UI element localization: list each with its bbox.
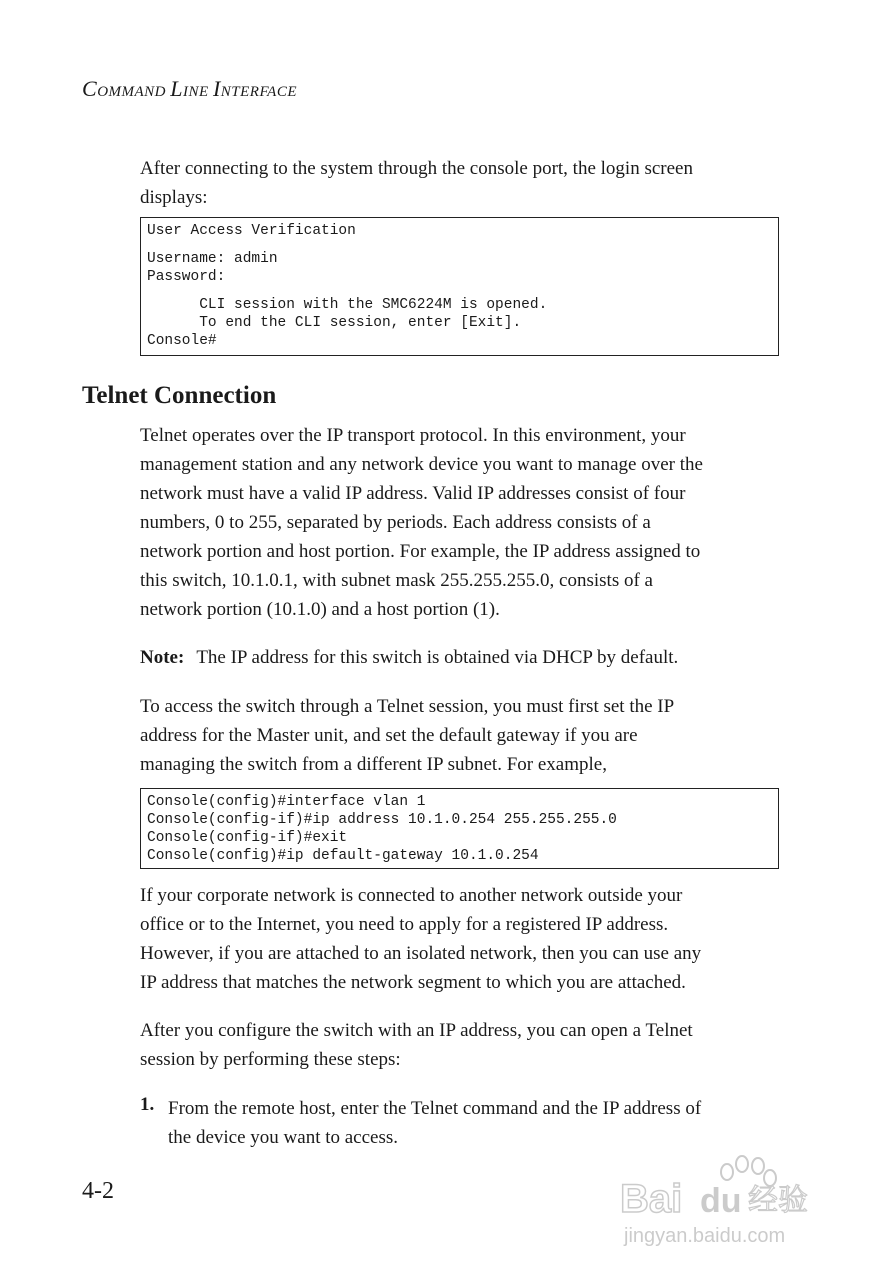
text-line: However, if you are attached to an isolated network, then you can use any [140, 943, 702, 964]
text-line: network portion and host portion. For example, the IP address assigned to [140, 541, 701, 562]
code-line: CLI session with the SMC6224M is opened. [147, 297, 548, 313]
header-part: INE [183, 84, 213, 100]
text-line: management station and any network device you want to manage over the [140, 454, 703, 475]
header-part: L [170, 76, 184, 101]
text-line: After connecting to the system through the console port, the login screen [140, 158, 693, 179]
page-number: 4-2 [82, 1178, 114, 1204]
text-line: IP address that matches the network segment to which you are attached. [140, 972, 686, 993]
code-line: Console# [147, 333, 217, 349]
running-header [82, 76, 297, 102]
code-line: User Access Verification [147, 223, 356, 239]
access-paragraph [140, 692, 790, 779]
code-line: Console(config-if)#ip address 10.1.0.254 255.255.255.0 [147, 812, 617, 828]
text-line: network must have a valid IP address. Valid IP addresses consist of four [140, 483, 686, 504]
header-part: OMMAND [97, 84, 171, 100]
baidu-watermark [620, 1150, 840, 1250]
corporate-paragraph [140, 881, 790, 997]
step-text [168, 1094, 788, 1152]
text-line: displays: [140, 187, 208, 208]
text-line: From the remote host, enter the Telnet command and the IP address of [168, 1098, 702, 1119]
note-text: The IP address for this switch is obtained via DHCP by default. [196, 647, 679, 668]
code-line: Password: [147, 269, 226, 285]
code-line: Username: admin [147, 251, 278, 267]
text-line: address for the Master unit, and set the default gateway if you are [140, 725, 638, 746]
paw-toe-icon [752, 1158, 764, 1174]
config-code-block [140, 788, 779, 869]
watermark-url: jingyan.baidu.com [624, 1225, 786, 1247]
code-line: To end the CLI session, enter [Exit]. [147, 315, 522, 331]
header-part: I [212, 76, 221, 101]
text-line: After you configure the switch with an IP address, you can open a Telnet [140, 1020, 693, 1041]
note-label: Note: [140, 647, 185, 668]
note [140, 643, 790, 672]
paw-toe-icon [736, 1156, 748, 1172]
text-line: To access the switch through a Telnet session, you must first set the IP [140, 696, 675, 717]
section-title: Telnet Connection [82, 382, 277, 409]
text-line: If your corporate network is connected to another network outside your [140, 885, 683, 906]
text-line: network portion (10.1.0) and a host portion (1). [140, 599, 500, 620]
watermark-du: du [700, 1182, 742, 1220]
header-part: C [82, 76, 98, 101]
telnet-paragraph [140, 421, 790, 624]
text-line: numbers, 0 to 255, separated by periods. Each address consists of a [140, 512, 651, 533]
text-line: session by performing these steps: [140, 1049, 401, 1070]
watermark-cn: 经验 [748, 1183, 808, 1218]
header-part: NTERFACE [220, 84, 297, 100]
text-line: the device you want to access. [168, 1127, 399, 1148]
step-number: 1. [140, 1094, 155, 1115]
paw-toe-icon [721, 1164, 733, 1180]
code-line: Console(config)#interface vlan 1 [147, 794, 426, 810]
login-code-block [140, 217, 779, 356]
code-line: Console(config-if)#exit [147, 830, 348, 846]
text-line: office or to the Internet, you need to apply for a registered IP address. [140, 914, 669, 935]
code-line: Console(config)#ip default-gateway 10.1.0.254 [147, 848, 539, 864]
text-line: this switch, 10.1.0.1, with subnet mask 255.255.255.0, consists of a [140, 570, 653, 591]
steps-paragraph [140, 1016, 790, 1074]
intro-paragraph [140, 154, 790, 212]
watermark-brand: Bai [620, 1177, 683, 1221]
text-line: Telnet operates over the IP transport protocol. In this environment, your [140, 425, 686, 446]
text-line: managing the switch from a different IP subnet. For example, [140, 754, 607, 775]
